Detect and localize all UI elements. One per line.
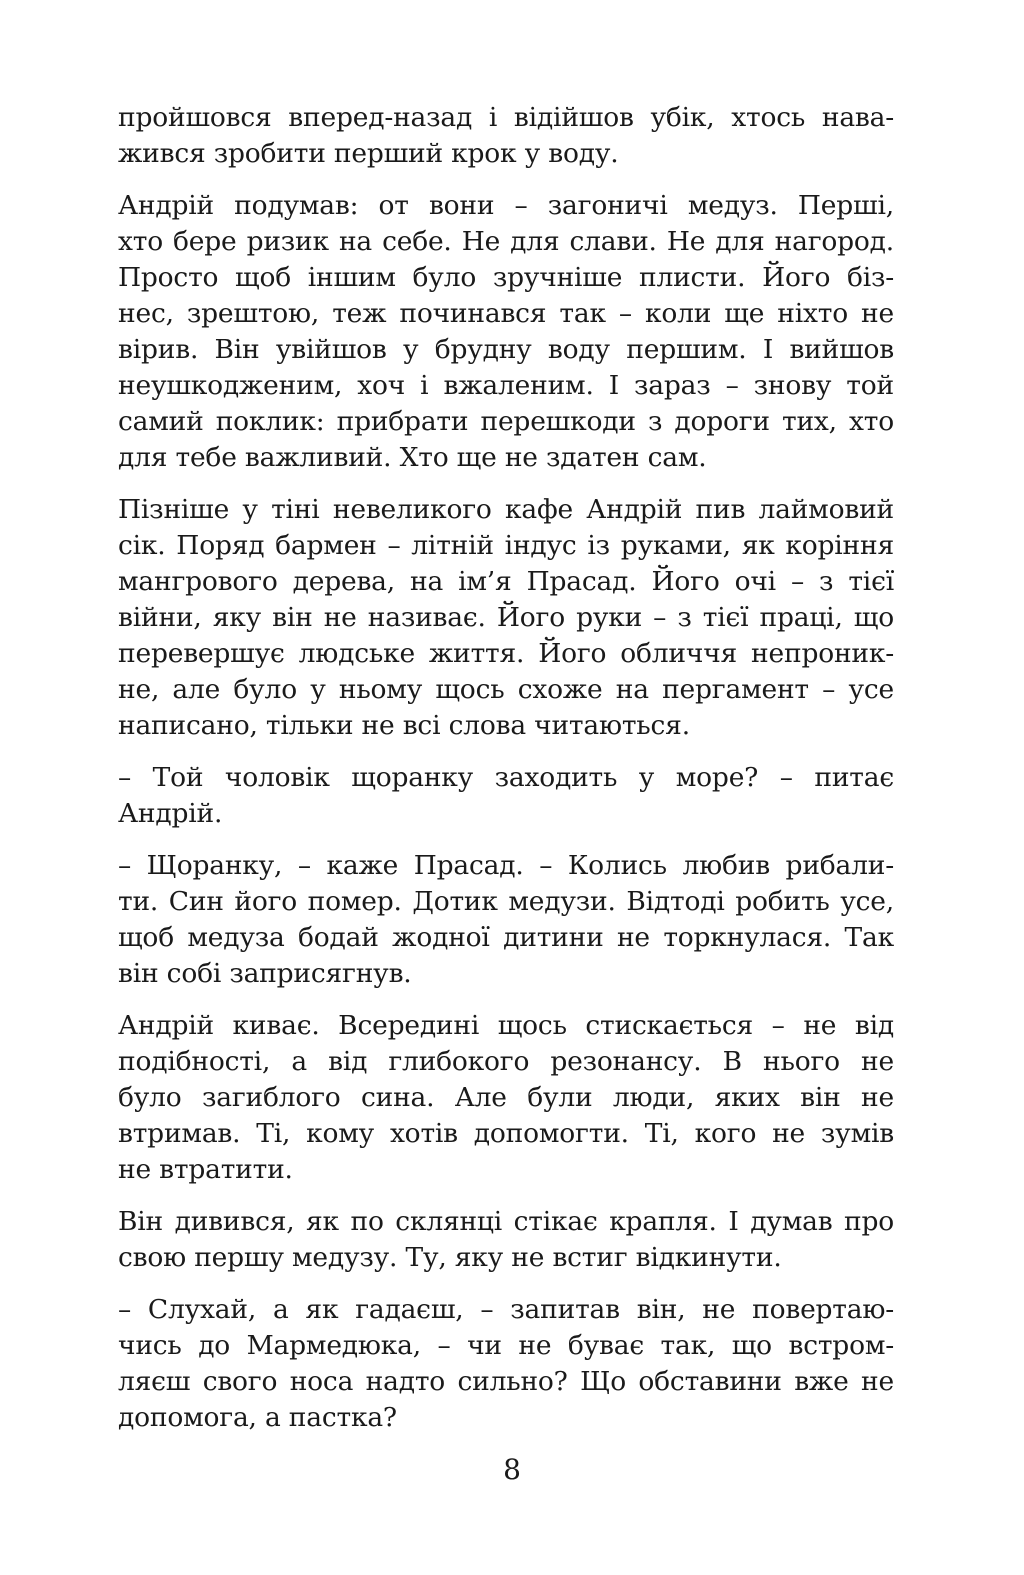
paragraph-2: [118, 188, 894, 476]
paragraph-4: [118, 760, 894, 832]
text-line: хто бере ризик на себе. Не для слави. Не для нагород.: [118, 226, 894, 257]
text-line: мангрового дерева, на ім’я Прасад. Його очі – з тієї: [118, 566, 894, 597]
text-line: Пізніше у тіні невеликого кафе Андрій пив лаймовий: [118, 494, 894, 525]
text-line: війни, яку він не називає. Його руки – з тієї праці, що: [118, 602, 894, 633]
page-number: 8: [503, 1453, 521, 1486]
text-line: ляєш свого носа надто сильно? Що обставини вже не: [118, 1366, 894, 1397]
text-line: не, але було у ньому щось схоже на пергамент – усе: [118, 674, 894, 705]
text-line: сік. Поряд бармен – літній індус із руками, як коріння: [118, 530, 894, 561]
text-line: Андрій подумав: от вони – загоничі медуз. Перші,: [118, 190, 894, 221]
text-line: для тебе важливий. Хто ще не здатен сам.: [118, 442, 707, 473]
paragraph-1: [118, 100, 894, 172]
text-line: – Слухай, а як гадаєш, – запитав він, не повертаю-: [118, 1294, 894, 1325]
text-line: ти. Син його помер. Дотик медузи. Відтоді робить усе,: [118, 886, 894, 917]
text-line: Андрій киває. Всередині щось стискається – не від: [118, 1010, 894, 1041]
text-line: він собі заприсягнув.: [118, 958, 412, 989]
text-line: написано, тільки не всі слова читаються.: [118, 710, 690, 741]
text-line: щоб медуза бодай жодної дитини не торкнулася. Так: [118, 922, 894, 953]
text-line: нес, зрештою, теж починався так – коли ще ніхто не: [118, 298, 894, 329]
text-line: пройшовся вперед-назад і відійшов убік, хтось нава-: [118, 102, 894, 133]
text-line: свою першу медузу. Ту, яку не встиг відкинути.: [118, 1242, 782, 1273]
text-line: – Щоранку, – каже Прасад. – Колись любив рибали-: [118, 850, 894, 881]
paragraph-5: [118, 848, 894, 992]
text-line: Андрій.: [118, 798, 223, 829]
text-line: чись до Мармедюка, – чи не буває так, що встром-: [118, 1330, 894, 1361]
page-body: [118, 100, 894, 1452]
text-line: Він дивився, як по склянці стікає крапля. І думав про: [118, 1206, 894, 1237]
text-line: не втратити.: [118, 1154, 293, 1185]
text-line: перевершує людське життя. Його обличчя непроник-: [118, 638, 894, 669]
text-line: жився зробити перший крок у воду.: [118, 138, 619, 169]
text-line: неушкодженим, хоч і вжаленим. І зараз – знову той: [118, 370, 894, 401]
paragraph-7: [118, 1204, 894, 1276]
text-line: вірив. Він увійшов у брудну воду першим. І вийшов: [118, 334, 894, 365]
text-line: Просто щоб іншим було зручніше плисти. Його біз-: [118, 262, 894, 293]
text-line: подібності, а від глибокого резонансу. В нього не: [118, 1046, 894, 1077]
text-line: допомога, а пастка?: [118, 1402, 397, 1433]
text-line: втримав. Ті, кому хотів допомогти. Ті, кого не зумів: [118, 1118, 894, 1149]
paragraph-3: [118, 492, 894, 744]
paragraph-6: [118, 1008, 894, 1188]
text-line: самий поклик: прибрати перешкоди з дороги тих, хто: [118, 406, 894, 437]
text-line: – Той чоловік щоранку заходить у море? – питає: [118, 762, 894, 793]
text-line: було загиблого сина. Але були люди, яких він не: [118, 1082, 894, 1113]
paragraph-8: [118, 1292, 894, 1436]
